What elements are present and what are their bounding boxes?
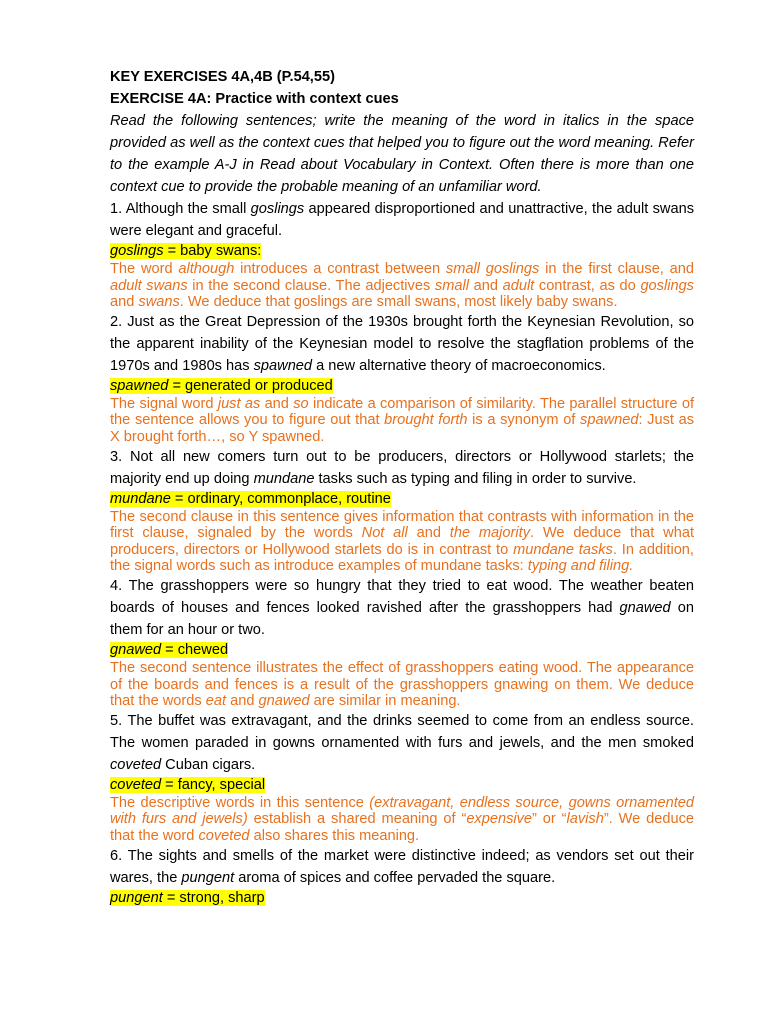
- highlighted-answer: pungent = strong, sharp: [110, 889, 265, 906]
- answer-line: [110, 242, 694, 261]
- document-title: KEY EXERCISES 4A,4B (P.54,55): [110, 69, 335, 85]
- answer-line: [110, 776, 694, 795]
- exercise-sentence: 6. The sights and smells of the market were distinctive indeed; as vendors set out their wares, the pungent aroma of spices and coffee pervaded the square.: [110, 847, 694, 886]
- answer-line: [110, 889, 694, 908]
- instructions: Read the following sentences; write the meaning of the word in italics in the space provided as well as the context cues that helped you to figure out the word meaning. Refer to the example A-J in Read about Vocabulary in Context. Often there is more than one context cue to provide the probable meaning of an unfamiliar word.: [110, 113, 694, 195]
- highlighted-answer: spawned = generated or produced: [110, 377, 333, 394]
- exercise-heading: EXERCISE 4A: Practice with context cues: [110, 91, 399, 107]
- highlighted-answer: goslings = baby swans:: [110, 243, 262, 259]
- exercise-sentence: 4. The grasshoppers were so hungry that they tried to eat wood. The weather beaten boards of houses and fences looked ravished after the grasshoppers had gnawed on them for an hour or two.: [110, 577, 694, 638]
- highlighted-answer: gnawed = chewed: [110, 641, 229, 658]
- explanation: The second clause in this sentence gives information that contrasts with information in the first clause, signaled by the words Not all and the majority. We deduce that what producers, directors or Hollywood starlets do is in contrast to mundane tasks. In addition, the signal words such as introduce examples of mundane tasks: typing and filing.: [110, 508, 695, 575]
- exercise-sentence: 2. Just as the Great Depression of the 1930s brought forth the Keynesian Revolution, so the apparent inability of the Keynesian model to resolve the stagflation problems of the 1970s and 1980s has spawned a new alternative theory of macroeconomics.: [110, 313, 694, 374]
- document-page: [110, 66, 694, 908]
- exercise-sentence: 1. Although the small goslings appeared disproportioned and unattractive, the adult swans were elegant and graceful.: [110, 201, 694, 239]
- explanation: The descriptive words in this sentence (extravagant, endless source, gowns ornamented with furs and jewels) establish a shared meaning of “expensive” or “lavish”. We deduce that the word coveted also shares this meaning.: [110, 794, 694, 844]
- answer-line: [110, 641, 694, 660]
- explanation: The signal word just as and so indicate a comparison of similarity. The parallel structure of the sentence allows you to figure out that brought forth is a synonym of spawned: Just as X brought forth…, so Y spawned.: [110, 395, 695, 445]
- explanation: The word although introduces a contrast between small goslings in the first clause, and adult swans in the second clause. The adjectives small and adult contrast, as do goslings and swans. We deduce that goslings are small swans, most likely baby swans.: [110, 261, 695, 311]
- exercise-sentence: 5. The buffet was extravagant, and the drinks seemed to come from an endless source. The women paraded in gowns ornamented with furs and jewels, and the men smoked coveted Cuban cigars.: [110, 712, 694, 773]
- explanation: The second sentence illustrates the effect of grasshoppers eating wood. The appearance of the boards and fences is a result of the grasshoppers gnawing on them. We deduce that the words eat and gnawed are similar in meaning.: [110, 659, 694, 710]
- exercise-sentence: 3. Not all new comers turn out to be producers, directors or Hollywood starlets; the majority end up doing mundane tasks such as typing and filing in order to survive.: [110, 448, 694, 487]
- answer-line: [110, 377, 694, 396]
- highlighted-answer: coveted = fancy, special: [110, 776, 266, 793]
- answer-line: [110, 490, 694, 509]
- highlighted-answer: mundane = ordinary, commonplace, routine: [110, 490, 391, 507]
